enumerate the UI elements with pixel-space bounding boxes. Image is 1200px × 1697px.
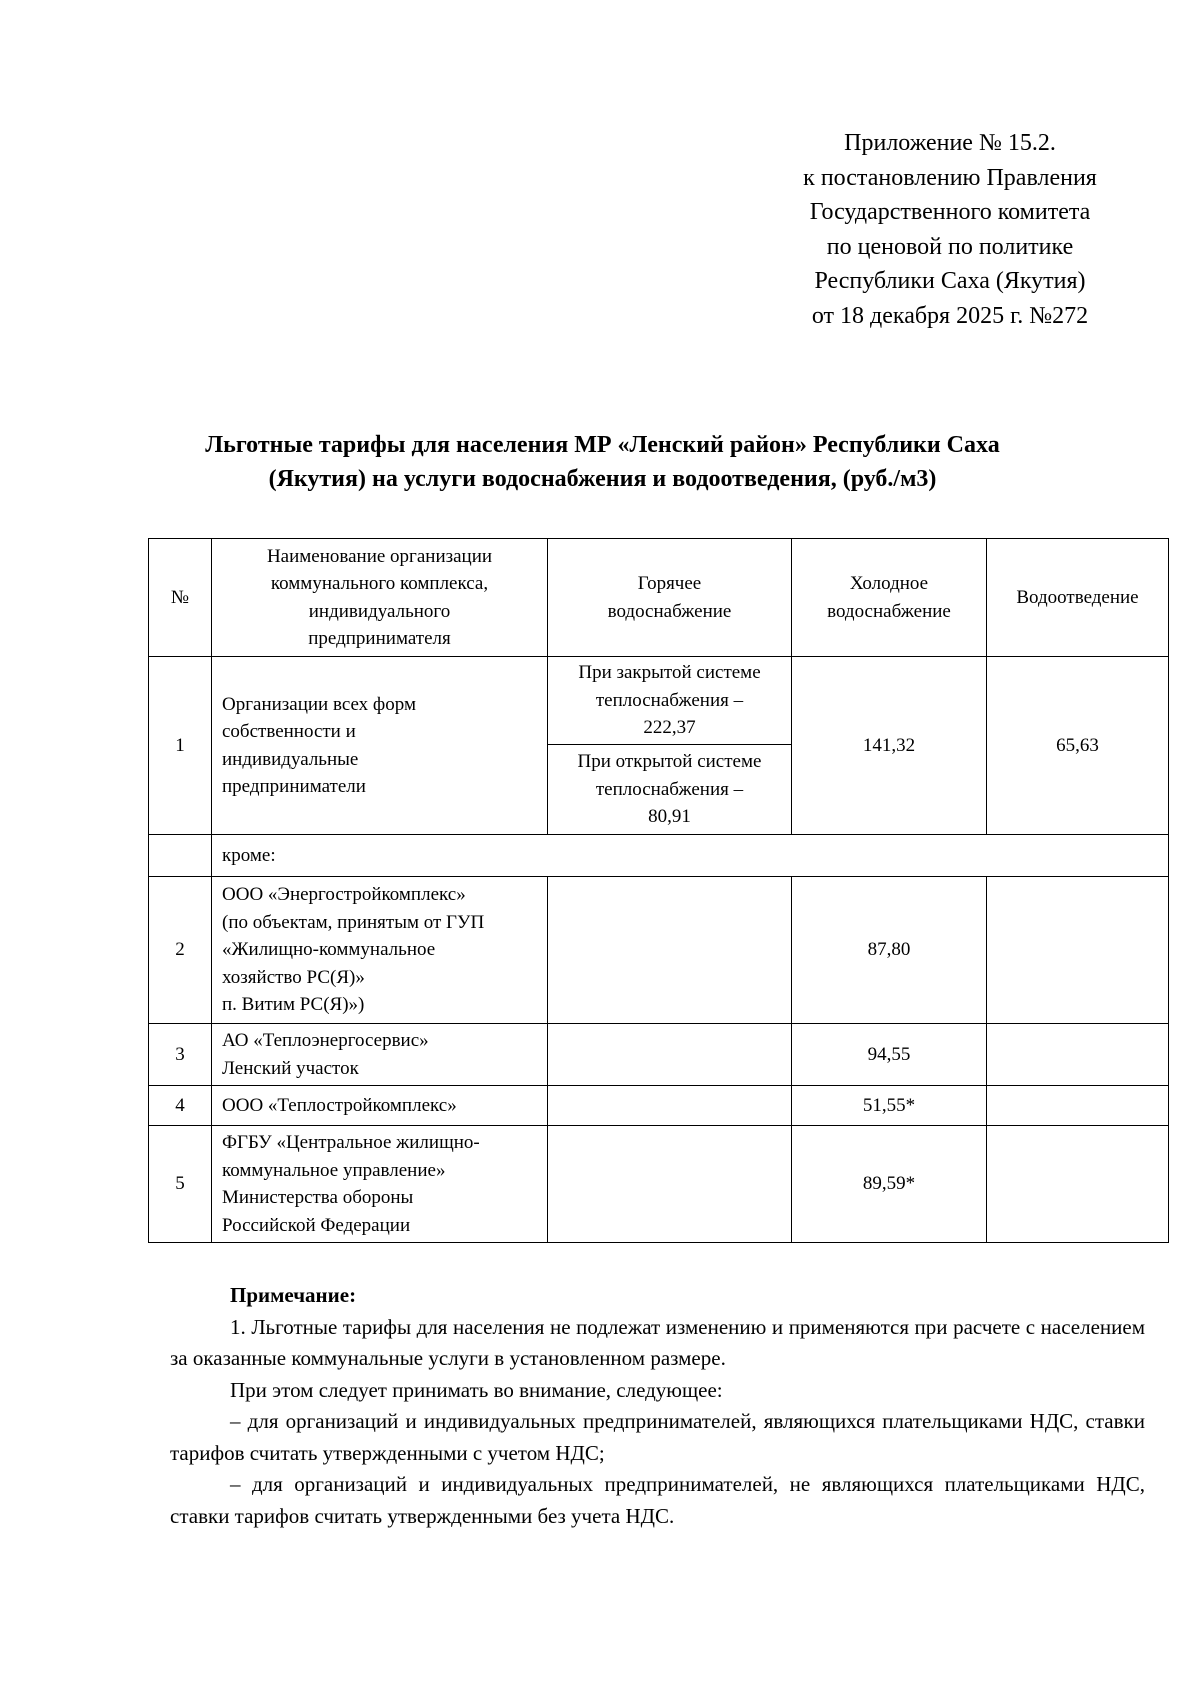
row3-num: 3 (149, 1024, 212, 1086)
appendix-line: от 18 декабря 2025 г. №272 (811, 302, 1089, 329)
header-hot-line: водоснабжение (607, 600, 732, 622)
document-title (130, 428, 1075, 496)
row1-hot-closed-line: При закрытой системе (578, 662, 761, 684)
row1-hot-open (548, 745, 792, 835)
table-row (149, 657, 1169, 745)
row1-org-line: предприниматели (222, 776, 366, 797)
header-num: № (149, 539, 212, 657)
note-paragraph-3: – для организаций и индивидуальных предпринимателей, являющихся плательщиками НДС, ставки тарифов считать утвержденными с учетом НДС; (170, 1409, 1145, 1465)
row2-org-line: хозяйство РС(Я)» (222, 966, 365, 988)
title-line: Льготные тарифы для населения МР «Ленский район» Республики Саха (205, 432, 1000, 458)
row3-hot-empty (548, 1024, 792, 1086)
row3-cold: 94,55 (792, 1024, 987, 1086)
row1-hot-open-value: 80,91 (648, 806, 691, 828)
appendix-line: Республики Саха (Якутия) (814, 268, 1086, 294)
row5-org-line: ФГБУ «Центральное жилищно- (222, 1132, 480, 1153)
table-row (149, 877, 1169, 1024)
appendix-line: по ценовой по политике (826, 233, 1074, 260)
row4-org-line: ООО «Теплостройкомплекс» (222, 1094, 457, 1116)
header-org-line: коммунального комплекса, (270, 573, 489, 594)
row5-org-line: коммунальное управление» (222, 1159, 446, 1181)
table-header-row (149, 539, 1169, 657)
header-org-line: предпринимателя (308, 628, 451, 649)
row5-org-line: Министерства обороны (222, 1187, 414, 1208)
row1-org-line: собственности и (222, 721, 356, 742)
note-paragraph-1: 1. Льготные тарифы для населения не подлежат изменению и применяются при расчете с населением за оказанные коммунальные услуги в установленном размере. (170, 1314, 1145, 1370)
row2-sewerage-empty (987, 877, 1169, 1024)
header-hot-line: Горячее (637, 573, 702, 594)
row1-hot-open-line: При открытой системе (577, 751, 762, 773)
appendix-header (700, 126, 1200, 333)
header-hot-water (548, 539, 792, 657)
row2-org-line: п. Витим РС(Я)») (222, 994, 365, 1016)
row2-org-line: (по объектам, принятым от ГУП (222, 911, 485, 933)
row3-organization (212, 1024, 548, 1086)
notes-heading: Примечание: (230, 1283, 357, 1307)
notes-section (170, 1280, 1145, 1532)
except-label: кроме: (212, 835, 1169, 877)
row5-cold: 89,59* (792, 1126, 987, 1243)
appendix-line: Государственного комитета (809, 199, 1091, 225)
table-row (149, 1126, 1169, 1243)
except-num-empty (149, 835, 212, 877)
row5-num: 5 (149, 1126, 212, 1243)
row4-hot-empty (548, 1086, 792, 1126)
tariffs-table (148, 538, 1169, 1243)
header-org-line: индивидуального (308, 600, 451, 622)
note-paragraph-2: При этом следует принимать во внимание, следующее: (230, 1377, 723, 1402)
header-cold-line: водоснабжение (827, 600, 951, 622)
row2-org-line: «Жилищно-коммунальное (222, 939, 436, 961)
row1-org-line: Организации всех форм (222, 693, 416, 715)
row2-org-line: ООО «Энергостройкомплекс» (222, 884, 466, 906)
row4-sewerage-empty (987, 1086, 1169, 1126)
row2-organization (212, 877, 548, 1024)
row4-num: 4 (149, 1086, 212, 1126)
table-row (149, 1024, 1169, 1086)
row3-sewerage-empty (987, 1024, 1169, 1086)
row1-num: 1 (149, 657, 212, 835)
row2-cold: 87,80 (792, 877, 987, 1024)
row4-cold: 51,55* (792, 1086, 987, 1126)
row2-hot-empty (548, 877, 792, 1024)
header-org-line: Наименование организации (266, 545, 493, 567)
row1-hot-open-line: теплоснабжения – (595, 778, 744, 800)
appendix-line: к постановлению Правления (803, 164, 1097, 191)
row1-organization (212, 657, 548, 835)
row1-cold: 141,32 (792, 657, 987, 835)
row5-hot-empty (548, 1126, 792, 1243)
row4-organization (212, 1086, 548, 1126)
appendix-line: Приложение № 15.2. (844, 130, 1056, 156)
row2-num: 2 (149, 877, 212, 1024)
row5-sewerage-empty (987, 1126, 1169, 1243)
row5-org-line: Российской Федерации (222, 1214, 411, 1236)
row1-hot-closed (548, 657, 792, 745)
header-sewerage: Водоотведение (987, 539, 1169, 657)
row1-sewerage: 65,63 (987, 657, 1169, 835)
row1-hot-closed-line: теплоснабжения – (595, 689, 744, 711)
row3-org-line: Ленский участок (222, 1057, 359, 1079)
row5-organization (212, 1126, 548, 1243)
row3-org-line: АО «Теплоэнергосервис» (222, 1030, 429, 1051)
table-row (149, 1086, 1169, 1126)
note-paragraph-4: – для организаций и индивидуальных предпринимателей, не являющихся плательщиками НДС, ставки тарифов считать утвержденными без учета НДС. (170, 1472, 1145, 1528)
title-line: (Якутия) на услуги водоснабжения и водоотведения, (руб./м3) (268, 466, 937, 492)
table-row (149, 835, 1169, 877)
header-organization (212, 539, 548, 657)
row1-org-line: индивидуальные (222, 748, 359, 770)
header-cold-line: Холодное (849, 573, 929, 594)
header-cold-water (792, 539, 987, 657)
row1-hot-closed-value: 222,37 (643, 717, 696, 739)
